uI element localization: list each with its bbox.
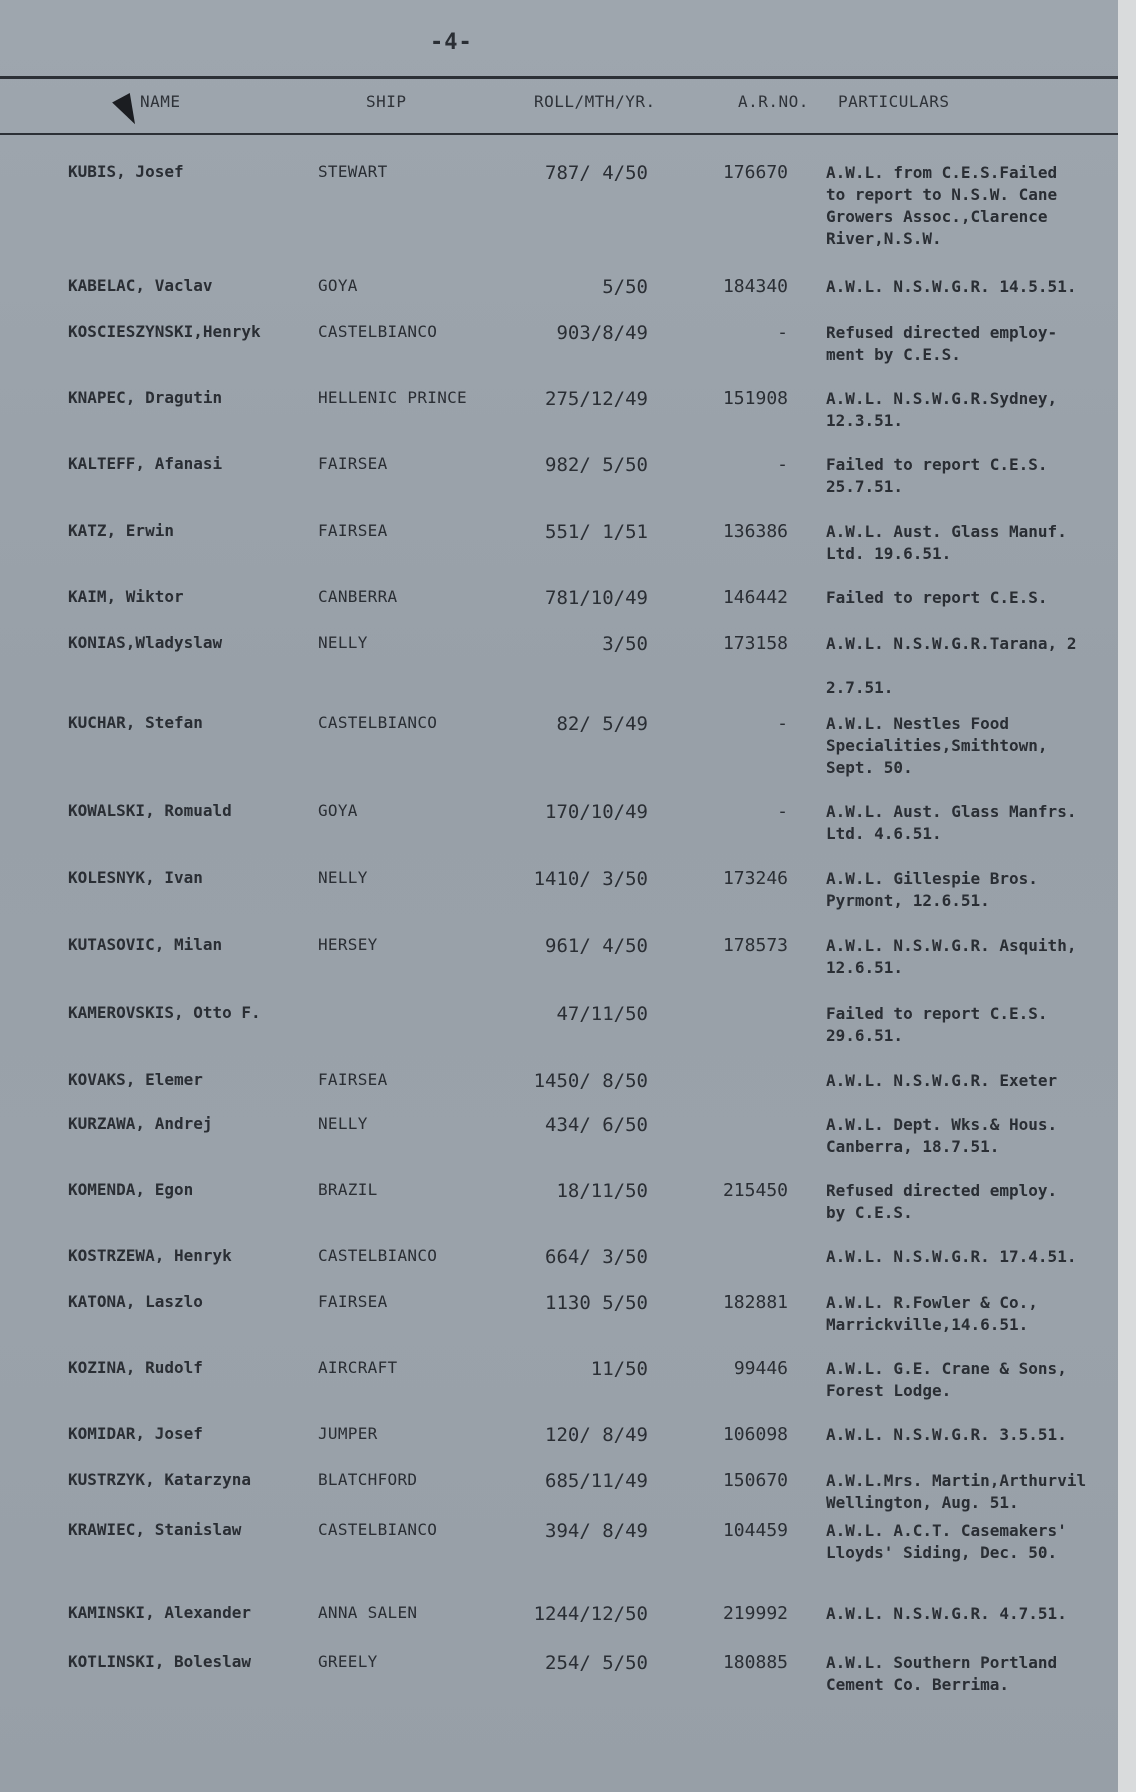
record-ar-no: 173158: [722, 633, 788, 654]
record-roll: 551/ 1/51: [545, 521, 648, 543]
record-roll: 982/ 5/50: [545, 454, 648, 476]
header-ar-no: A.R.NO.: [738, 92, 809, 111]
record-ar-no: 215450: [722, 1180, 788, 1201]
record-particulars: Failed to report C.E.S. 25.7.51.: [826, 455, 1048, 496]
record-name: KALTEFF, Afanasi: [68, 454, 223, 473]
record-roll: 903/8/49: [556, 322, 648, 344]
record-name: KUCHAR, Stefan: [68, 713, 203, 732]
record-particulars: Refused directed employ. by C.E.S.: [826, 1181, 1058, 1222]
record-roll: 11/50: [590, 1358, 648, 1380]
record-ship: CASTELBIANCO: [318, 322, 438, 341]
record-ship: ANNA SALEN: [318, 1603, 418, 1622]
record-particulars: A.W.L. Nestles Food Specialities,Smithtown, Sept. 50.: [826, 714, 1048, 777]
record-ship: FAIRSEA: [318, 1292, 388, 1311]
record-name: KOSTRZEWA, Henryk: [68, 1246, 232, 1265]
record-name: KNAPEC, Dragutin: [68, 388, 223, 407]
record-roll: 47/11/50: [556, 1003, 648, 1025]
record-name: KOSCIESZYNSKI,Henryk: [68, 322, 261, 341]
record-roll: 1450/ 8/50: [533, 1070, 648, 1092]
record-name: KOTLINSKI, Boleslaw: [68, 1652, 252, 1671]
record-ship: BLATCHFORD: [318, 1470, 418, 1489]
header-top-rule: [0, 76, 1118, 79]
record-ship: CANBERRA: [318, 587, 398, 606]
header-bottom-rule: [0, 133, 1118, 135]
record-roll: 664/ 3/50: [545, 1246, 648, 1268]
record-name: KOVAKS, Elemer: [68, 1070, 203, 1089]
record-name: KRAWIEC, Stanislaw: [68, 1520, 242, 1539]
record-ship: CASTELBIANCO: [318, 713, 438, 732]
record-roll: 787/ 4/50: [545, 162, 648, 184]
record-ship: STEWART: [318, 162, 388, 181]
record-particulars: A.W.L. Gillespie Bros. Pyrmont, 12.6.51.: [826, 869, 1038, 910]
record-particulars: A.W.L. N.S.W.G.R. 14.5.51.: [826, 277, 1077, 296]
record-particulars: A.W.L. R.Fowler & Co., Marrickville,14.6.51.: [826, 1293, 1038, 1334]
record-particulars: A.W.L. N.S.W.G.R. Asquith, 12.6.51.: [826, 936, 1077, 977]
record-roll: 685/11/49: [545, 1470, 648, 1492]
record-ar-no: 178573: [722, 935, 788, 956]
record-name: KAMEROVSKIS, Otto F.: [68, 1003, 261, 1022]
record-name: KONIAS,Wladyslaw: [68, 633, 223, 652]
record-particulars: Refused directed employ- ment by C.E.S.: [826, 323, 1058, 364]
record-ar-no: 136386: [722, 521, 788, 542]
record-roll: 120/ 8/49: [545, 1424, 648, 1446]
paper-edge: [1118, 0, 1136, 1792]
record-ship: FAIRSEA: [318, 521, 388, 540]
record-roll: 1410/ 3/50: [533, 868, 648, 890]
record-name: KOWALSKI, Romuald: [68, 801, 232, 820]
header-ship: SHIP: [366, 92, 407, 111]
record-particulars: A.W.L. Aust. Glass Manuf. Ltd. 19.6.51.: [826, 522, 1067, 563]
record-name: KUSTRZYK, Katarzyna: [68, 1470, 252, 1489]
record-ship: BRAZIL: [318, 1180, 378, 1199]
record-name: KOZINA, Rudolf: [68, 1358, 203, 1377]
record-roll: 1244/12/50: [533, 1603, 648, 1625]
record-ar-no: 104459: [722, 1520, 788, 1541]
record-ar-no: 219992: [722, 1603, 788, 1624]
record-ar-no: 180885: [722, 1652, 788, 1673]
record-particulars: A.W.L. N.S.W.G.R. Exeter: [826, 1071, 1058, 1090]
record-roll: 5/50: [602, 276, 648, 298]
record-name: KATONA, Laszlo: [68, 1292, 203, 1311]
record-particulars: A.W.L. N.S.W.G.R. 17.4.51.: [826, 1247, 1077, 1266]
record-name: KUBIS, Josef: [68, 162, 184, 181]
record-name: KUTASOVIC, Milan: [68, 935, 223, 954]
record-ar-no: 176670: [722, 162, 788, 183]
header-name: NAME: [140, 92, 181, 111]
record-name: KOLESNYK, Ivan: [68, 868, 203, 887]
record-ship: GOYA: [318, 276, 358, 295]
record-ship: FAIRSEA: [318, 1070, 388, 1089]
record-ar-no: 146442: [722, 587, 788, 608]
record-particulars: A.W.L. N.S.W.G.R. 3.5.51.: [826, 1425, 1067, 1444]
record-name: KATZ, Erwin: [68, 521, 174, 540]
record-ship: GOYA: [318, 801, 358, 820]
record-ar-no: 150670: [722, 1470, 788, 1491]
record-particulars: A.W.L.Mrs. Martin,Arthurvil Wellington, Aug. 51.: [826, 1471, 1087, 1512]
record-ar-no: 182881: [722, 1292, 788, 1313]
record-roll: 18/11/50: [556, 1180, 648, 1202]
record-ship: HERSEY: [318, 935, 378, 954]
record-roll: 254/ 5/50: [545, 1652, 648, 1674]
record-ship: NELLY: [318, 868, 368, 887]
record-roll: 82/ 5/49: [556, 713, 648, 735]
record-name: KOMIDAR, Josef: [68, 1424, 203, 1443]
record-ship: CASTELBIANCO: [318, 1246, 438, 1265]
record-ar-no: -: [777, 713, 788, 734]
record-name: KURZAWA, Andrej: [68, 1114, 213, 1133]
record-particulars: A.W.L. Southern Portland Cement Co. Berrima.: [826, 1653, 1058, 1694]
record-ship: CASTELBIANCO: [318, 1520, 438, 1539]
record-particulars: A.W.L. G.E. Crane & Sons, Forest Lodge.: [826, 1359, 1067, 1400]
record-roll: 781/10/49: [545, 587, 648, 609]
record-particulars: Failed to report C.E.S. 29.6.51.: [826, 1004, 1048, 1045]
record-particulars: A.W.L. from C.E.S.Failed to report to N.S.W. Cane Growers Assoc.,Clarence River,N.S.W.: [826, 163, 1058, 248]
record-name: KABELAC, Vaclav: [68, 276, 213, 295]
record-ar-no: -: [777, 322, 788, 343]
record-ship: JUMPER: [318, 1424, 378, 1443]
record-particulars: A.W.L. Aust. Glass Manfrs. Ltd. 4.6.51.: [826, 802, 1077, 843]
record-ship: AIRCRAFT: [318, 1358, 398, 1377]
record-ar-no: -: [777, 801, 788, 822]
record-ship: GREELY: [318, 1652, 378, 1671]
record-particulars: A.W.L. N.S.W.G.R.Sydney, 12.3.51.: [826, 389, 1058, 430]
record-roll: 275/12/49: [545, 388, 648, 410]
page-number: -4-: [430, 30, 473, 55]
record-particulars: A.W.L. N.S.W.G.R.Tarana, 2 2.7.51.: [826, 634, 1077, 697]
record-particulars: A.W.L. Dept. Wks.& Hous. Canberra, 18.7.51.: [826, 1115, 1058, 1156]
record-roll: 961/ 4/50: [545, 935, 648, 957]
record-particulars: Failed to report C.E.S.: [826, 588, 1048, 607]
record-ar-no: 151908: [722, 388, 788, 409]
record-roll: 394/ 8/49: [545, 1520, 648, 1542]
record-ar-no: 99446: [733, 1358, 788, 1379]
record-particulars: A.W.L. A.C.T. Casemakers' Lloyds' Siding, Dec. 50.: [826, 1521, 1067, 1562]
record-name: KOMENDA, Egon: [68, 1180, 194, 1199]
record-roll: 3/50: [602, 633, 648, 655]
record-ar-no: 106098: [722, 1424, 788, 1445]
record-name: KAMINSKI, Alexander: [68, 1603, 252, 1622]
record-roll: 1130 5/50: [545, 1292, 648, 1314]
record-name: KAIM, Wiktor: [68, 587, 184, 606]
header-particulars: PARTICULARS: [838, 92, 950, 111]
record-ship: NELLY: [318, 1114, 368, 1133]
record-particulars: A.W.L. N.S.W.G.R. 4.7.51.: [826, 1604, 1067, 1623]
header-roll: ROLL/MTH/YR.: [534, 92, 656, 111]
record-ar-no: 173246: [722, 868, 788, 889]
record-ship: NELLY: [318, 633, 368, 652]
record-ar-no: -: [777, 454, 788, 475]
record-ship: FAIRSEA: [318, 454, 388, 473]
record-ar-no: 184340: [722, 276, 788, 297]
record-roll: 434/ 6/50: [545, 1114, 648, 1136]
record-roll: 170/10/49: [545, 801, 648, 823]
record-ship: HELLENIC PRINCE: [318, 388, 467, 407]
